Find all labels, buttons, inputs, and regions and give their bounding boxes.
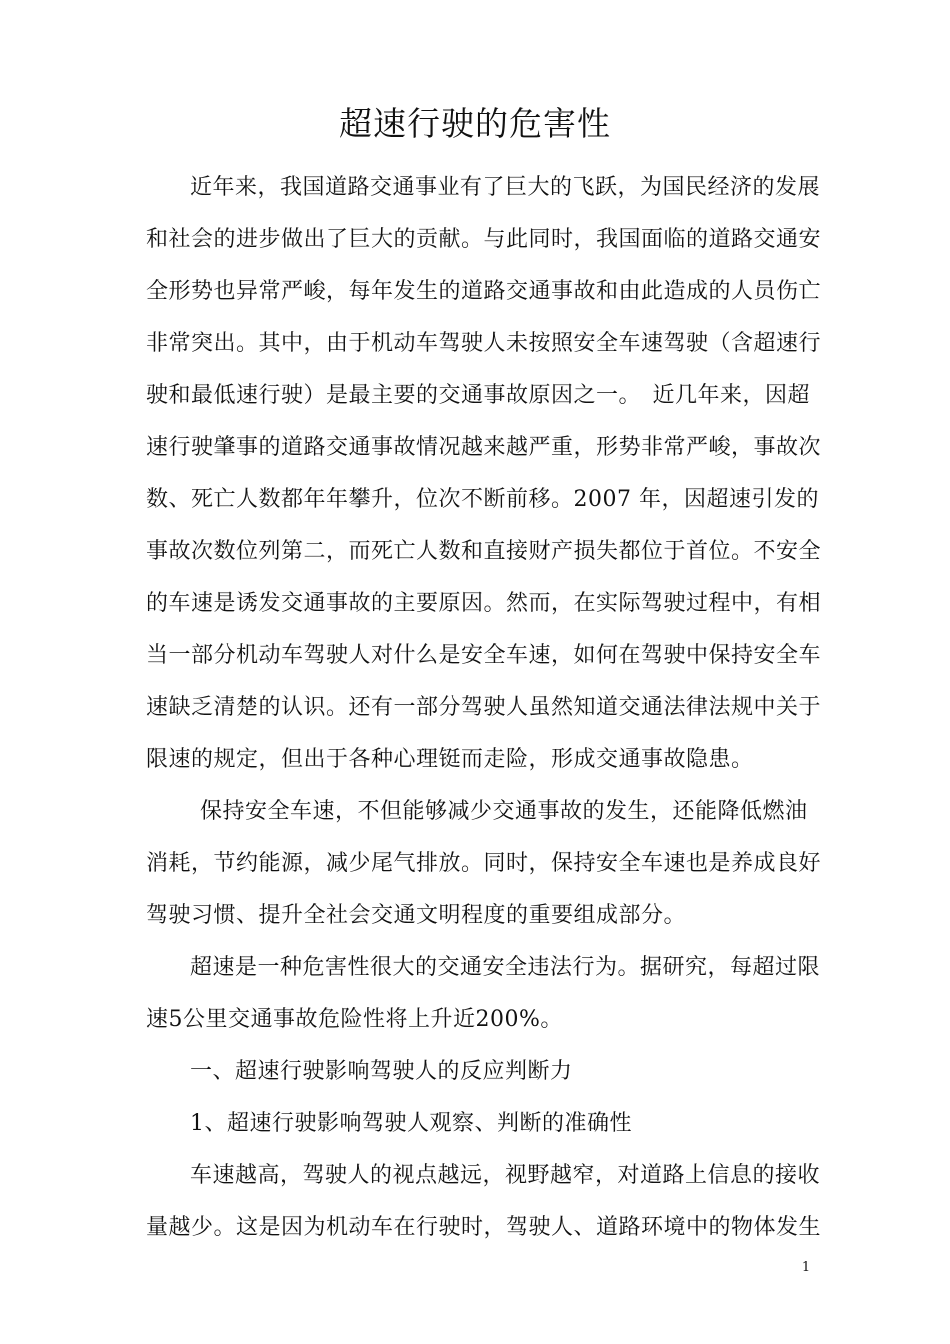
section-heading: 一、超速行驶影响驾驶人的反应判断力 [190, 1059, 573, 1084]
body-line: 量越少。这是因为机动车在行驶时，驾驶人、道路环境中的物体发生 [146, 1215, 822, 1240]
body-line: 速缺乏清楚的认识。还有一部分驾驶人虽然知道交通法律法规中关于 [146, 695, 822, 720]
body-line: 速5公里交通事故危险性将上升近200%。 [146, 1007, 563, 1032]
body-line: 保持安全车速，不但能够减少交通事故的发生，还能降低燃油 [200, 799, 808, 824]
body-line: 数、死亡人数都年年攀升，位次不断前移。2007 年，因超速引发的 [146, 487, 819, 512]
body-line: 全形势也异常严峻，每年发生的道路交通事故和由此造成的人员伤亡 [146, 279, 822, 304]
body-line: 驶和最低速行驶）是最主要的交通事故原因之一。 近几年来，因超 [146, 383, 811, 408]
body-line: 近年来，我国道路交通事业有了巨大的飞跃，为国民经济的发展 [190, 175, 821, 200]
body-line: 非常突出。其中，由于机动车驾驶人未按照安全车速驾驶（含超速行 [146, 331, 822, 356]
body-line: 的车速是诱发交通事故的主要原因。然而，在实际驾驶过程中，有相 [146, 591, 822, 616]
subsection-heading: 1、超速行驶影响驾驶人观察、判断的准确性 [190, 1111, 632, 1136]
body-line: 当一部分机动车驾驶人对什么是安全车速，如何在驾驶中保持安全车 [146, 643, 822, 668]
body-line: 速行驶肇事的道路交通事故情况越来越严重，形势非常严峻，事故次 [146, 435, 822, 460]
body-line: 超速是一种危害性很大的交通安全违法行为。据研究，每超过限 [190, 955, 821, 980]
body-line: 限速的规定，但出于各种心理铤而走险，形成交通事故隐患。 [146, 747, 754, 772]
body-line: 车速越高，驾驶人的视点越远，视野越窄，对道路上信息的接收 [190, 1163, 821, 1188]
body-line: 和社会的进步做出了巨大的贡献。与此同时，我国面临的道路交通安 [146, 227, 822, 252]
document-title: 超速行驶的危害性 [339, 104, 611, 143]
body-line: 驾驶习惯、提升全社会交通文明程度的重要组成部分。 [146, 903, 687, 928]
body-line: 消耗，节约能源，减少尾气排放。同时，保持安全车速也是养成良好 [146, 851, 822, 876]
page-number: 1 [801, 1260, 811, 1275]
body-line: 事故次数位列第二，而死亡人数和直接财产损失都位于首位。不安全 [146, 539, 822, 564]
